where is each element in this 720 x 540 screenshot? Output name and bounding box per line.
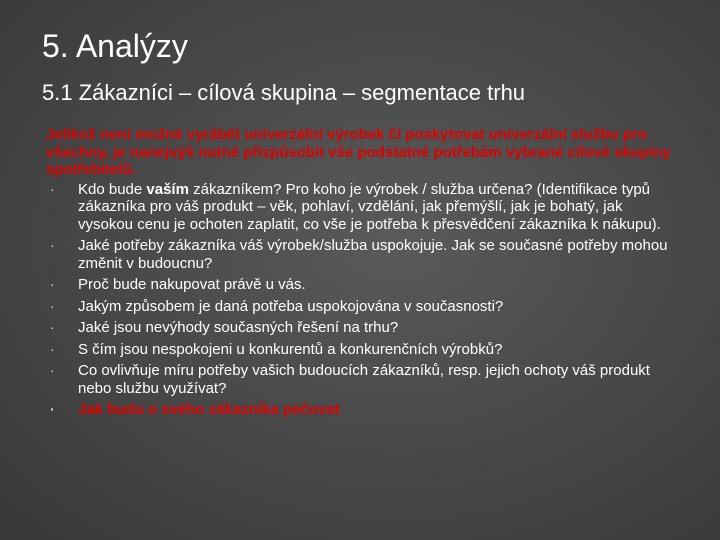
bullet-icon: · xyxy=(50,276,55,292)
bullet-icon: · xyxy=(50,362,55,378)
list-item-text: Co ovlivňuje míru potřeby vašich budoucích zákazníků, resp. jejich ochoty váš produkt nebo službu využívat? xyxy=(78,362,650,397)
bullet-icon: · xyxy=(50,237,55,253)
intro-paragraph: Jelikož není možné vyrábět univerzální výrobek či poskytovat univerzální službu pro všechny, je nanejvýš nutné přizpůsobit vše podstatné potřebám vybrané cílové skupiny spotřebitelů. xyxy=(46,126,671,178)
list-item-text: Proč bude nakupovat právě u vás. xyxy=(78,276,306,293)
list-item-highlight xyxy=(46,401,676,419)
list-item xyxy=(46,319,676,337)
list-item-text: Jaké potřeby zákazníka váš výrobek/služba uspokojuje. Jak se současné potřeby mohou změnit v budoucnu? xyxy=(78,237,668,272)
list-item xyxy=(46,298,676,316)
list-item xyxy=(46,362,676,397)
slide-content xyxy=(46,126,676,423)
list-item xyxy=(46,181,676,234)
list-item-text: Jakým způsobem je daná potřeba uspokojována v současnosti? xyxy=(78,297,504,315)
list-item-text: zákazníkem? Pro koho je výrobek / služba určena? (Identifikace typů zákazníka pro váš produkt – věk, pohlaví, vzdělání, jak přemýšlí, jak je bohatý, jak vysokou cenu je ochoten zaplatit, co vše je potřeba k přesvědčení zákazníka k nákupu). xyxy=(78,180,661,233)
list-item-emphasis: vaším xyxy=(146,180,189,198)
list-item xyxy=(46,237,676,272)
list-item-text: S čím jsou nespokojeni u konkurentů a konkurenčních výrobků? xyxy=(78,340,503,358)
list-item-text: Jak budu o svého zákazníka pečovat xyxy=(78,401,340,418)
bullet-icon: · xyxy=(50,340,55,357)
bullet-icon: · xyxy=(50,319,55,335)
list-item xyxy=(46,276,676,294)
list-item xyxy=(46,341,676,359)
bullet-icon: · xyxy=(50,180,55,197)
slide-subtitle: 5.1 Zákazníci – cílová skupina – segmentace trhu xyxy=(42,80,526,105)
bullet-list xyxy=(46,181,676,419)
list-item-text: Jaké jsou nevýhody současných řešení na trhu? xyxy=(78,319,399,336)
bullet-icon: · xyxy=(50,401,55,417)
list-item-text: Kdo bude xyxy=(78,180,147,198)
slide-title: 5. Analýzy xyxy=(42,28,188,64)
bullet-icon: · xyxy=(50,297,55,314)
